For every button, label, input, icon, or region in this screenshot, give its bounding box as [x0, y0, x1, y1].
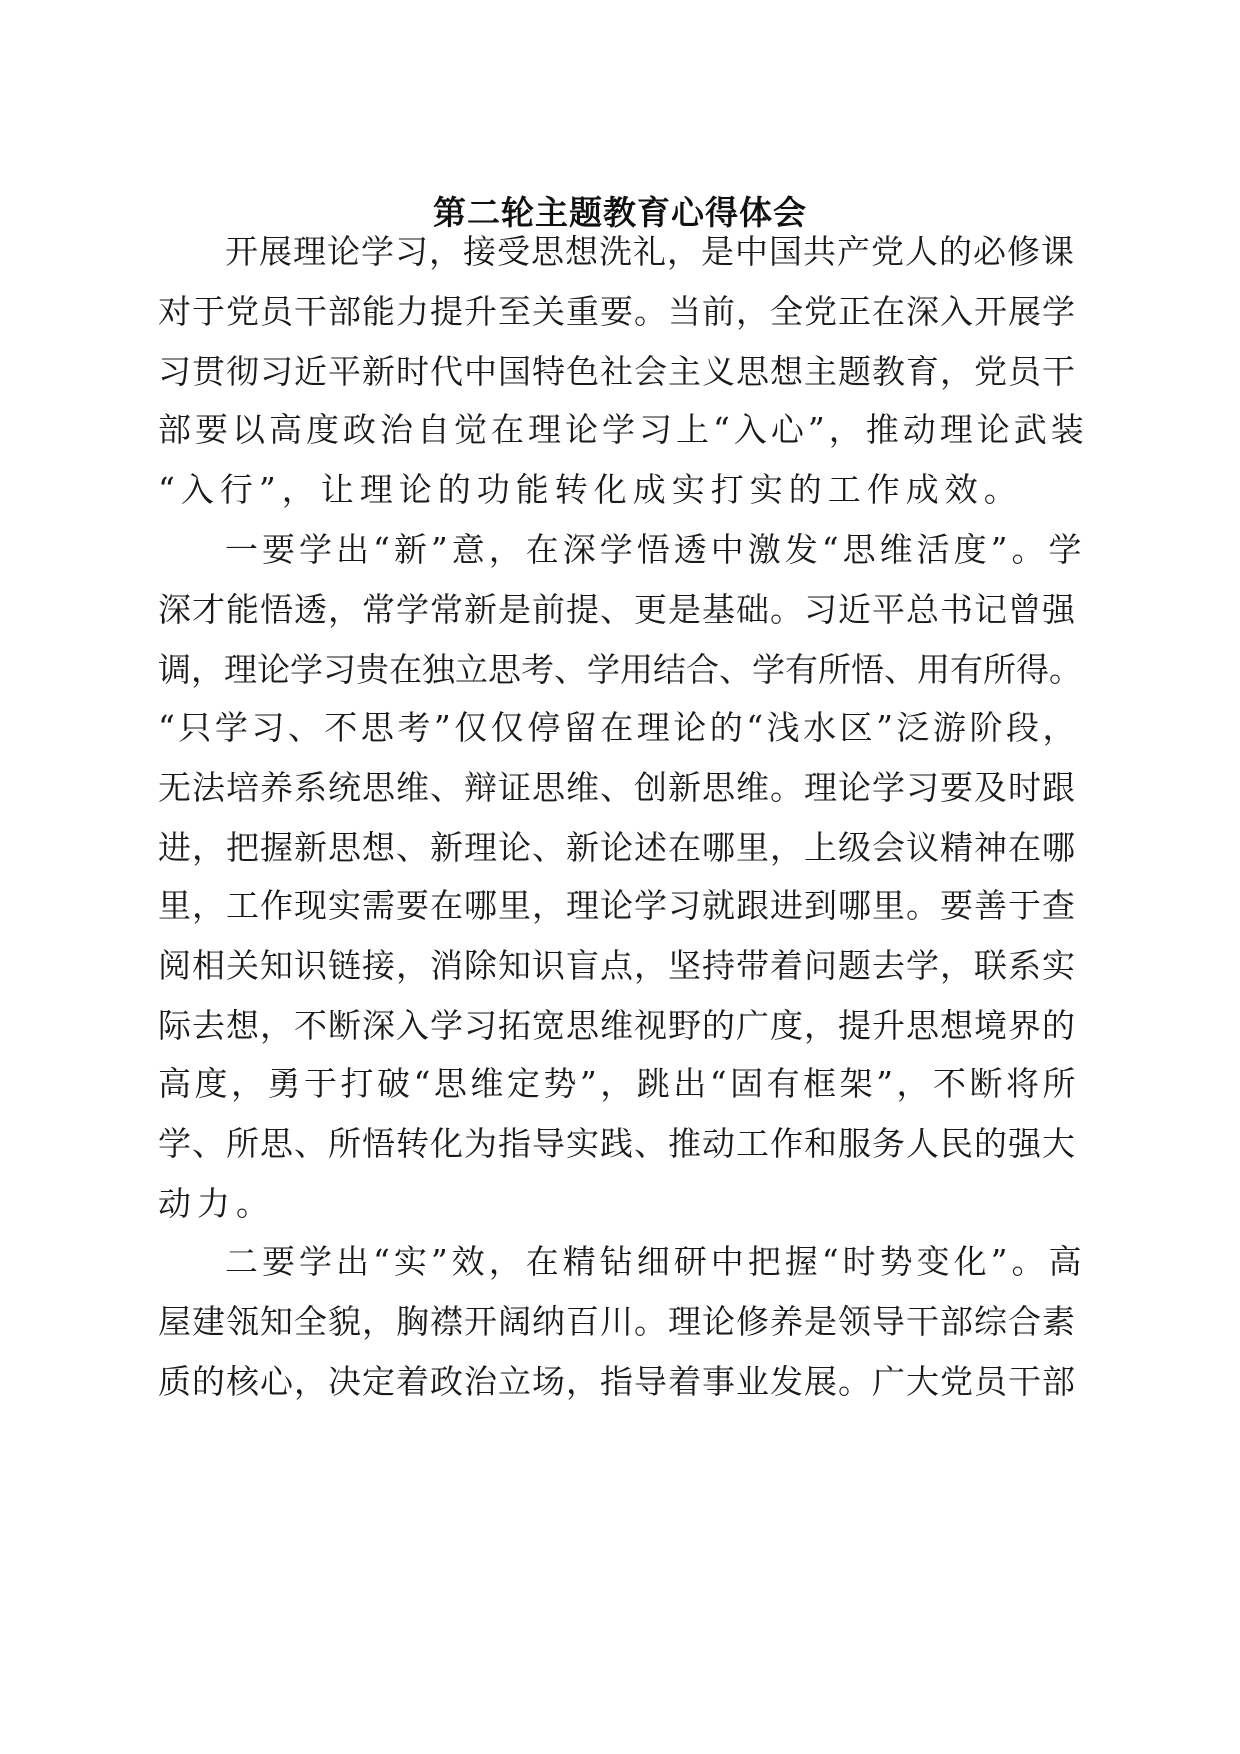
paragraph-line: 阅相关知识链接，消除知识盲点，坚持带着问题去学，联系实	[158, 946, 1076, 985]
paragraph-line: 里，工作现实需要在哪里，理论学习就跟进到哪里。要善于查	[158, 886, 1076, 925]
paragraph-line: 对于党员干部能力提升至关重要。当前，全党正在深入开展学	[158, 292, 1076, 331]
paragraph-line: 高度，勇于打破“思维定势”，跳出“固有框架”，不断将所	[158, 1064, 1079, 1103]
paragraph-line: 开展理论学习，接受思想洗礼，是中国共产党人的必修课	[225, 232, 1075, 271]
document-title: 第二轮主题教育心得体会	[433, 193, 807, 232]
paragraph-line: 进，把握新思想、新理论、新论述在哪里，上级会议精神在哪	[158, 828, 1076, 867]
paragraph-line: 质的核心，决定着政治立场，指导着事业发展。广大党员干部	[158, 1362, 1076, 1401]
paragraph-line: 二要学出“实”效，在精钻细研中把握“时势变化”。高	[225, 1242, 1086, 1281]
paragraph-line: 动力。	[158, 1184, 275, 1223]
paragraph-line: “只学习、不思考”仅仅停留在理论的“浅水区”泛游阶段，	[158, 708, 1079, 747]
paragraph-line: 调，理论学习贵在独立思考、学用结合、学有所悟、用有所得。	[158, 650, 1082, 689]
paragraph-line: 屋建瓴知全貌，胸襟开阔纳百川。理论修养是领导干部综合素	[158, 1302, 1076, 1341]
paragraph-line: 学、所思、所悟转化为指导实践、推动工作和服务人民的强大	[158, 1124, 1076, 1163]
paragraph-line: 深才能悟透，常学常新是前提、更是基础。习近平总书记曾强	[158, 590, 1076, 629]
paragraph-line: 无法培养系统思维、辩证思维、创新思维。理论学习要及时跟	[158, 768, 1076, 807]
paragraph-line: 一要学出“新”意，在深学悟透中激发“思维活度”。学	[225, 530, 1086, 569]
paragraph-line: 际去想，不断深入学习拓宽思维视野的广度，提升思想境界的	[158, 1006, 1076, 1045]
paragraph-line: “入行”，让理论的功能转化成实打实的工作成效。	[158, 470, 1023, 509]
paragraph-line: 习贯彻习近平新时代中国特色社会主义思想主题教育，党员干	[158, 352, 1076, 391]
paragraph-line: 部要以高度政治自觉在理论学习上“入心”，推动理论武装	[158, 410, 1088, 449]
